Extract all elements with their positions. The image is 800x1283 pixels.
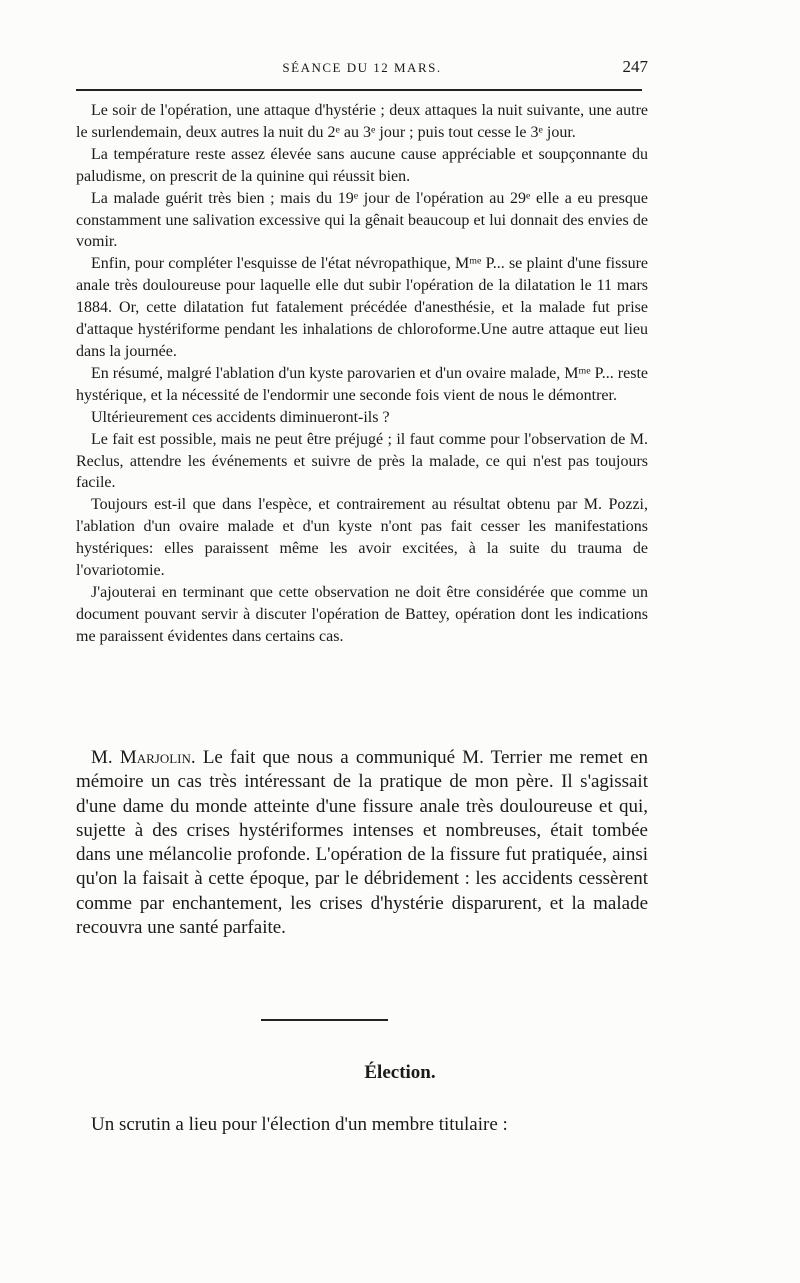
text-run: P... reste hystérique, et la nécessité de l'endormir une seconde fois vient de nous le démontrer. <box>76 364 648 404</box>
text-run: au 3 <box>339 123 371 141</box>
text-run: Ultérieurement ces accidents diminueront-ils ? <box>91 408 390 426</box>
text-run: J'ajouterai en terminant que cette observation ne doit être considérée que comme un document pouvant servir à discuter l'opération de Battey, opération dont les indications me paraissent évidentes dans certains cas. <box>76 583 648 645</box>
superscript: e <box>371 124 376 136</box>
superscript: me <box>469 255 482 267</box>
paragraph-8 <box>76 494 648 582</box>
superscript: e <box>526 190 531 202</box>
paragraph-6 <box>76 407 648 429</box>
election-text: Un scrutin a lieu pour l'élection d'un membre titulaire : <box>91 1114 508 1135</box>
paragraph-1 <box>76 100 648 144</box>
superscript: me <box>578 365 591 377</box>
paragraph-3 <box>76 188 648 254</box>
text-run: Le fait est possible, mais ne peut être préjugé ; il faut comme pour l'observation de M. Reclus, attendre les événements et suivre de près la malade, ce qui n'est pas toujours facile. <box>76 430 648 492</box>
running-title: SÉANCE DU 12 MARS. <box>282 60 442 75</box>
text-run: La température reste assez élevée sans aucune cause appréciable et soupçonnante du paludisme, on prescrit de la quinine qui réussit bien. <box>76 145 648 185</box>
section-divider <box>261 1019 388 1021</box>
paragraph-4 <box>76 253 648 363</box>
text-run: elle a eu presque constamment une salivation excessive qui la gênait beaucoup et lui donnait des envies de vomir. <box>76 189 648 251</box>
text-run: Toujours est-il que dans l'espèce, et contrairement au résultat obtenu par M. Pozzi, l'ablation d'un ovaire malade et d'un kyste n'ont pas fait cesser les manifestations hystériques: elles paraissent même les avoir excitées, à la suite du trauma de l'ovariotomie. <box>76 496 648 580</box>
text-run: P... se plaint d'une fissure anale très douloureuse pour laquelle elle dut subir l'opération de la dilatation le 11 mars 1884. Or, cette dilatation fut fatalement précédée d'anesthésie, et la malade fut prise d'attaque hystériforme pendant les inhalations de chloroforme.Une autre attaque eut lieu dans la journée. <box>76 255 648 360</box>
marjolin-remark <box>76 746 648 940</box>
speaker-name: M. Marjolin. <box>91 747 196 768</box>
running-header <box>76 57 648 84</box>
text-run: Enfin, pour compléter l'esquisse de l'état névropathique, M <box>91 255 470 273</box>
text-run: jour ; puis tout cesse le 3 <box>375 123 539 141</box>
observation-text <box>76 100 648 648</box>
marjolin-paragraph <box>76 746 648 940</box>
paragraph-7 <box>76 429 648 495</box>
text-run: La malade guérit très bien ; mais du 19 <box>91 189 354 207</box>
superscript: e <box>335 124 340 136</box>
text-run: Le soir de l'opération, une attaque d'hystérie ; deux attaques la nuit suivante, une autre le surlendemain, deux autres la nuit du 2 <box>76 102 648 141</box>
text-run: En résumé, malgré l'ablation d'un kyste parovarien et d'un ovaire malade, M <box>91 364 579 382</box>
section-title: Élection. <box>364 1062 436 1083</box>
text-run: jour. <box>542 123 576 141</box>
page-number: 247 <box>622 57 648 76</box>
header-rule <box>76 89 642 91</box>
paragraph-9 <box>76 582 648 648</box>
paragraph-2 <box>76 144 648 188</box>
text-run: jour de l'opération au 29 <box>358 189 527 207</box>
marjolin-text: Le fait que nous a communiqué M. Terrier me remet en mémoire un cas très intéressant de la pratique de mon père. Il s'agissait d'une dame du monde atteinte d'une fissure anale très douloureuse et qui, sujette à des crises hystériformes intenses et nombreuses, était tombée dans une mélancolie profonde. L'opération de la fissure fut pratiquée, ainsi qu'on la faisait à cette époque, par le débridement : les accidents cessèrent comme par enchantement, les crises d'hystérie disparurent, et la malade recouvra une santé parfaite. <box>76 747 648 939</box>
superscript: e <box>353 190 359 202</box>
superscript: e <box>538 124 543 136</box>
paragraph-5 <box>76 363 648 407</box>
